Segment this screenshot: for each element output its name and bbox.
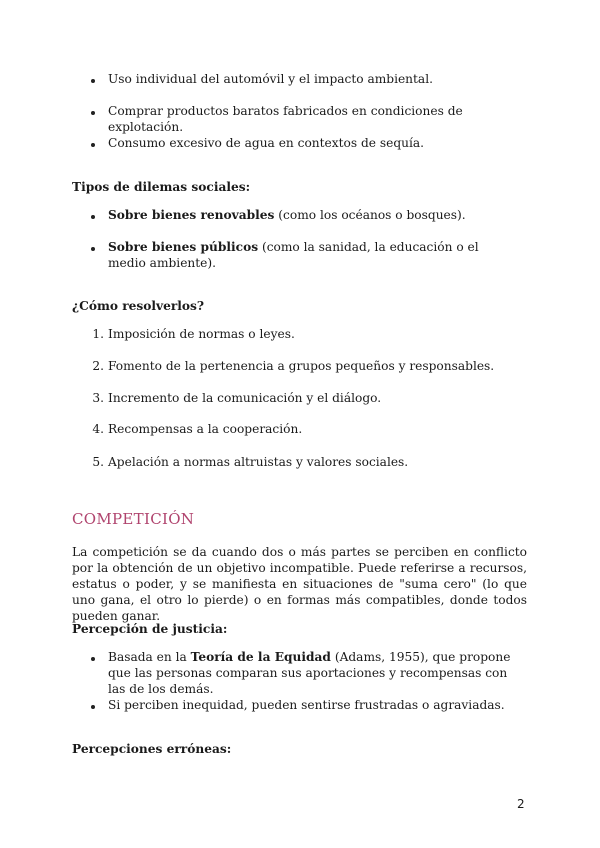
resolver-item-2: Fomento de la pertenencia a grupos pequeños y responsables. [108, 359, 495, 373]
bullet-icon [91, 705, 95, 709]
justicia-item-1-bold: Teoría de la Equidad [190, 650, 331, 664]
intro-bullet-1: Uso individual del automóvil y el impacto ambiental. [108, 72, 433, 86]
tipos-item-1-bold: Sobre bienes renovables [108, 208, 275, 222]
tipos-heading: Tipos de dilemas sociales: [72, 180, 251, 194]
tipos-item-1 [108, 207, 528, 223]
resolver-num-4: 4. [92, 422, 104, 436]
resolver-num-3: 3. [92, 391, 104, 405]
resolver-num-5: 5. [92, 455, 104, 469]
bullet-icon [91, 215, 95, 219]
bullet-icon [91, 247, 95, 251]
tipos-item-2-bold: Sobre bienes públicos [108, 240, 259, 254]
bullet-icon [91, 79, 95, 83]
justicia-item-1 [108, 649, 518, 697]
tipos-item-1-rest: (como los océanos o bosques). [274, 208, 466, 222]
justicia-item-1-post: (Adams, 1955), que propone que las personas comparan sus aportaciones y recompensas con las de los demás. [108, 650, 511, 696]
page-number: 2 [517, 797, 525, 811]
justicia-item-1-pre: Basada en la [108, 650, 191, 664]
resolver-item-1: Imposición de normas o leyes. [108, 327, 295, 341]
resolver-item-4: Recompensas a la cooperación. [108, 422, 303, 436]
tipos-item-2 [108, 239, 488, 271]
bullet-icon [91, 111, 95, 115]
resolver-heading: ¿Cómo resolverlos? [72, 299, 205, 313]
resolver-item-3: Incremento de la comunicación y el diálogo. [108, 391, 382, 405]
resolver-num-2: 2. [92, 359, 104, 373]
erroneas-heading: Percepciones erróneas: [72, 742, 232, 756]
competicion-paragraph: La competición se da cuando dos o más partes se perciben en conflicto por la obtención de un objetivo incompatible. Puede referirse a recursos, estatus o poder, y se manifiesta en situaciones de "suma cero" (lo que uno gana, el otro lo pierde) o en formas más compatibles, donde todos pueden ganar. [72, 545, 527, 623]
section-title: COMPETICIÓN [72, 510, 195, 528]
bullet-icon [91, 143, 95, 147]
intro-bullet-2: Comprar productos baratos fabricados en condiciones de explotación. [108, 104, 463, 134]
tipos-item-2-rest: (como la sanidad, la educación o el medio ambiente). [108, 240, 479, 270]
bullet-icon [91, 657, 95, 661]
intro-bullet-3: Consumo excesivo de agua en contextos de sequía. [108, 136, 425, 150]
justicia-heading: Percepción de justicia: [72, 622, 228, 636]
justicia-item-2: Si perciben inequidad, pueden sentirse frustradas o agraviadas. [108, 698, 505, 712]
resolver-num-1: 1. [92, 327, 104, 341]
resolver-item-5: Apelación a normas altruistas y valores sociales. [108, 455, 409, 469]
